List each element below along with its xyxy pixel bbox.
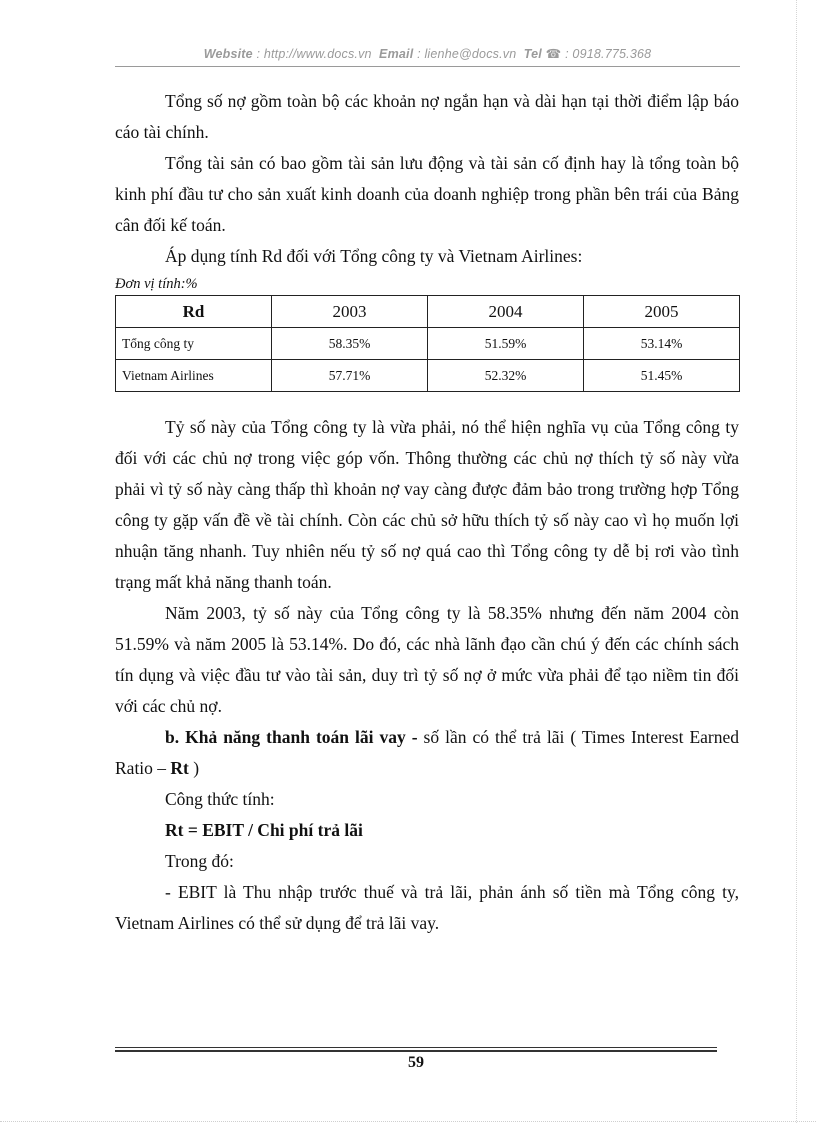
table-cell: 58.35% [272, 328, 428, 360]
document-body [115, 86, 739, 939]
section-b-text: số lần có thể trả lãi ( Times Interest Earned Ratio – [115, 727, 740, 778]
row-label: Tổng công ty [116, 328, 272, 360]
paragraph-ratio-explanation: Tỷ số này của Tổng công ty là vừa phải, nó thể hiện nghĩa vụ của Tổng công ty đối với các chủ nợ trong việc góp vốn. Thông thường các chủ nợ thích tỷ số này vừa phải vì tỷ số này càng thấp thì khoản nợ vay càng được đảm bảo trong trường hợp Tổng công ty gặp vấn đề về tài chính. Còn các chủ sở hữu thích tỷ số này cao vì họ muốn lợi nhuận tăng nhanh. Tuy nhiên nếu tỷ số nợ quá cao thì Tổng công ty dễ bị rơi vào tình trạng mất khả năng thanh toán. [115, 417, 739, 592]
section-b-heading: b. Khả năng thanh toán lãi vay - [165, 727, 418, 747]
table-cell: 51.59% [428, 328, 584, 360]
table-header-row [116, 296, 740, 328]
table-header-2004: 2004 [428, 296, 584, 328]
paragraph-ebit: - EBIT là Thu nhập trước thuế và trả lãi, phản ánh số tiền mà Tổng công ty, Vietnam Airlines có thể sử dụng để trả lãi vay. [115, 882, 739, 933]
table-row [116, 328, 740, 360]
paragraph-section-b [115, 722, 739, 784]
page-header [115, 46, 740, 61]
paragraph-year-analysis: Năm 2003, tỷ số này của Tổng công ty là 58.35% nhưng đến năm 2004 còn 51.59% và năm 2005 là 53.14%. Do đó, các nhà lãnh đạo cần chú ý đến các chính sách tín dụng và việc đầu tư vào tài sản, duy trì tỷ số nợ ở mức vừa phải để tạo niềm tin đối với các chủ nợ. [115, 603, 739, 716]
email-value: : lienhe@docs.vn [417, 47, 517, 61]
table-row [116, 360, 740, 392]
email-label: Email [379, 47, 414, 61]
page-edge-right [796, 0, 797, 1123]
page-number: 59 [408, 1054, 424, 1071]
tel-label: Tel [523, 47, 542, 61]
table-header-2003: 2003 [272, 296, 428, 328]
row-label: Vietnam Airlines [116, 360, 272, 392]
website-label: Website [203, 47, 253, 61]
section-b-rt: Rt [170, 758, 189, 778]
paragraph-apply-rd: Áp dụng tính Rd đối với Tổng công ty và Vietnam Airlines: [165, 246, 583, 266]
table-cell: 53.14% [584, 328, 740, 360]
tel-value: ☎ : 0918.775.368 [545, 47, 652, 61]
table-unit: Đơn vị tính:% [115, 276, 198, 292]
table-cell: 57.71% [272, 360, 428, 392]
page-edge-bottom [0, 1121, 816, 1122]
formula-text: Rt = EBIT / Chi phí trả lãi [165, 820, 363, 840]
footer-divider-thick [115, 1050, 717, 1052]
formula [115, 815, 739, 846]
paragraph-where: Trong đó: [165, 851, 234, 871]
paragraph-total-debt: Tổng số nợ gồm toàn bộ các khoản nợ ngắn hạn và dài hạn tại thời điểm lập báo cáo tài chính. [115, 91, 739, 142]
footer-divider-thin [115, 1047, 717, 1048]
paragraph-total-assets: Tổng tài sản có bao gồm tài sản lưu động và tài sản cố định hay là tổng toàn bộ kinh phí đầu tư cho sản xuất kinh doanh của doanh nghiệp trong phần bên trái của Bảng cân đối kế toán. [115, 153, 739, 235]
header-divider [115, 66, 740, 67]
paragraph-formula-label: Công thức tính: [165, 789, 275, 809]
table-header-rd: Rd [116, 296, 272, 328]
website-value: : http://www.docs.vn [256, 47, 372, 61]
table-header-2005: 2005 [584, 296, 740, 328]
table-cell: 51.45% [584, 360, 740, 392]
table-cell: 52.32% [428, 360, 584, 392]
rd-table [115, 295, 740, 392]
section-b-end: ) [188, 758, 200, 778]
